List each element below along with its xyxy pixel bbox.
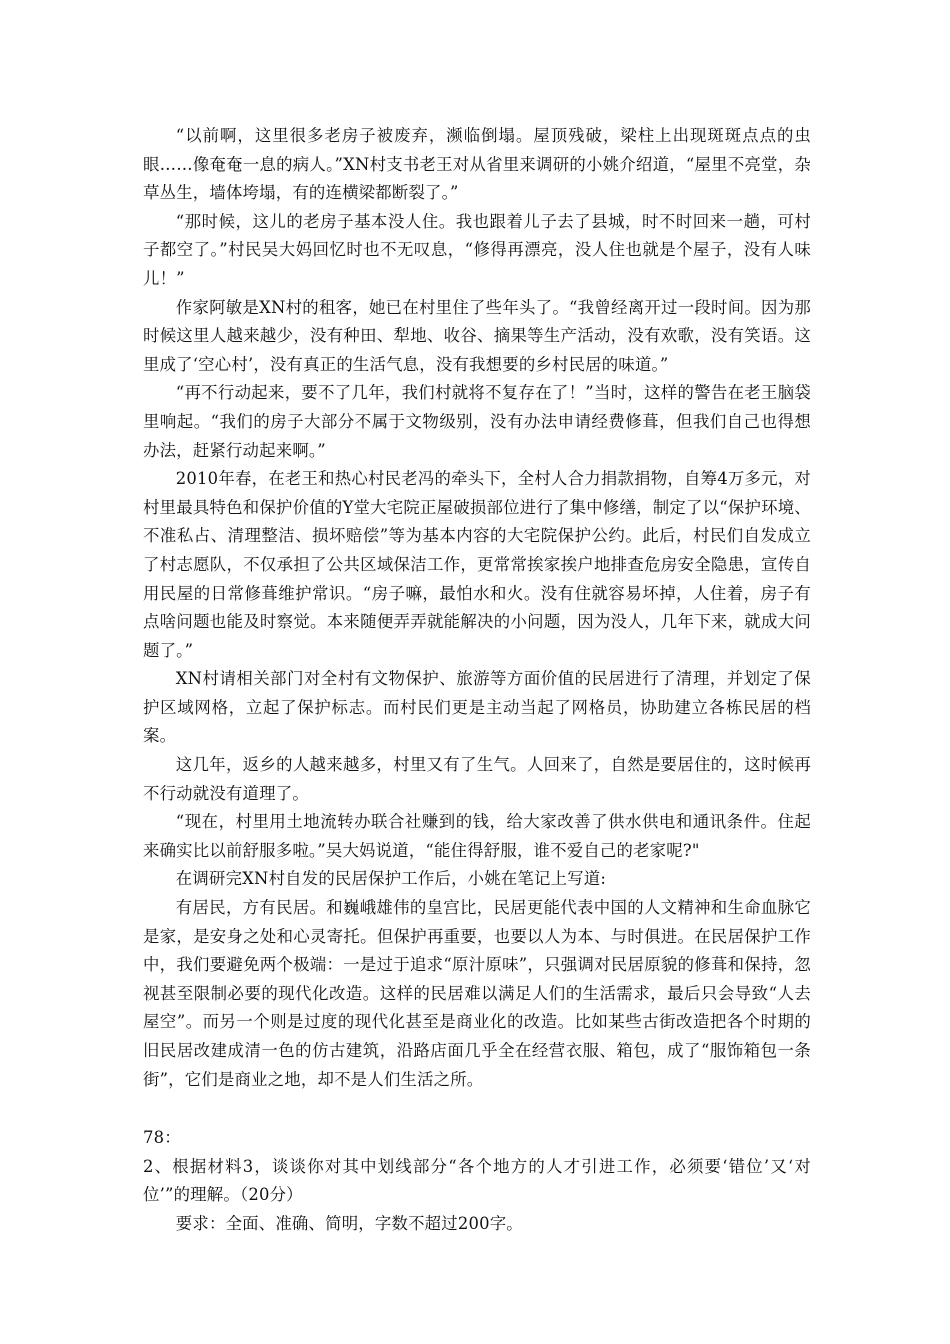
section-gap: [143, 1094, 811, 1124]
material-paragraph-9: 在调研完XN村自发的民居保护工作后，小姚在笔记上写道:: [175, 869, 607, 889]
document-page: [143, 122, 811, 1239]
material-paragraph-7: 这几年，返乡的人越来越多，村里又有了生气。人回来了，自然是要居住的，这时候再不行动就没有道理了。: [143, 755, 811, 803]
material-paragraph-10: 有居民，方有民居。和巍峨雄伟的皇宫比，民居更能代表中国的人文精神和生命血脉它是家，是安身之处和心灵寄托。但保护再重要，也要以人为本、与时俱进。在民居保护工作中，我们要避免两个极端：一是过于追求“原汁原味”，只强调对民居原貌的修葺和保持，忽视甚至限制必要的现代化改造。这样的民居难以满足人们的生活需求，最后只会导致“人去屋空”。而另一个则是过度的现代化甚至是商业化的改造。比如某些古街改造把各个时期的旧民居改建成清一色的仿古建筑，沿路店面几乎全在经营衣服、箱包，成了“服饰箱包一条街”，它们是商业之地，却不是人们生活之所。: [143, 898, 811, 1089]
material-paragraph-8: “现在，村里用土地流转办联合社赚到的钱，给大家改善了供水供电和通讯条件。住起来确实比以前舒服多啦。”吴大妈说道，“能住得舒服，谁不爱自己的老家呢?": [143, 812, 811, 860]
question-requirement: 要求：全面、准确、简明，字数不超过200字。: [175, 1213, 523, 1233]
material-paragraph-6: XN村请相关部门对全村有文物保护、旅游等方面价值的民居进行了清理，并划定了保护区域网格，立起了保护标志。而村民们更是主动当起了网格员，协助建立各栋民居的档案。: [143, 669, 811, 746]
material-paragraph-1: “以前啊，这里很多老房子被废弃，濒临倒塌。屋顶残破，梁柱上出现斑斑点点的虫眼……像奄奄一息的病人。”XN村支书老王对从省里来调研的小姚介绍道，“屋里不亮堂，杂草丛生，墙体垮塌，有的连横梁都断裂了。”: [143, 126, 811, 203]
question-prompt: 2、根据材料3，谈谈你对其中划线部分“各个地方的人才引进工作，必须要‘错位’又‘对位’”的理解。（20分）: [143, 1156, 811, 1205]
material-paragraph-5: 2010年春，在老王和热心村民老冯的牵头下，全村人合力捐款捐物，自筹4万多元，对村里最具特色和保护价值的Y堂大宅院正屋破损部位进行了集中修缮，制定了以“保护环境、不准私占、清理整洁、损坏赔偿”等为基本内容的大宅院保护公约。此后，村民们自发成立了村志愿队，不仅承担了公共区域保洁工作，更常常挨家挨户地排查危房安全隐患，宣传自用民屋的日常修葺维护常识。“房子嘛，最怕水和火。没有住就容易坏掉，人住着，房子有点啥问题也能及时察觉。本来随便弄弄就能解决的小问题，因为没人，几年下来，就成大问题了。”: [143, 469, 811, 660]
material-paragraph-2: “那时候，这儿的老房子基本没人住。我也跟着儿子去了县城，时不时回来一趟，可村子都空了。”村民吴大妈回忆时也不无叹息，“修得再漂亮，没人住也就是个屋子，没有人味儿！”: [143, 211, 811, 288]
material-paragraph-3: 作家阿敏是XN村的租客，她已在村里住了些年头了。“我曾经离开过一段时间。因为那时候这里人越来越少，没有种田、犁地、收谷、摘果等生产活动，没有欢歌，没有笑语。这里成了‘空心村’，没有真正的生活气息，没有我想要的乡村民居的味道。”: [143, 297, 811, 374]
material-paragraph-4: “再不行动起来，要不了几年，我们村就将不复存在了！”当时，这样的警告在老王脑袋里响起。“我们的房子大部分不属于文物级别，没有办法申请经费修葺，但我们自己也得想办法，赶紧行动起来啊。”: [143, 383, 811, 460]
question-number: 78：: [143, 1128, 181, 1148]
